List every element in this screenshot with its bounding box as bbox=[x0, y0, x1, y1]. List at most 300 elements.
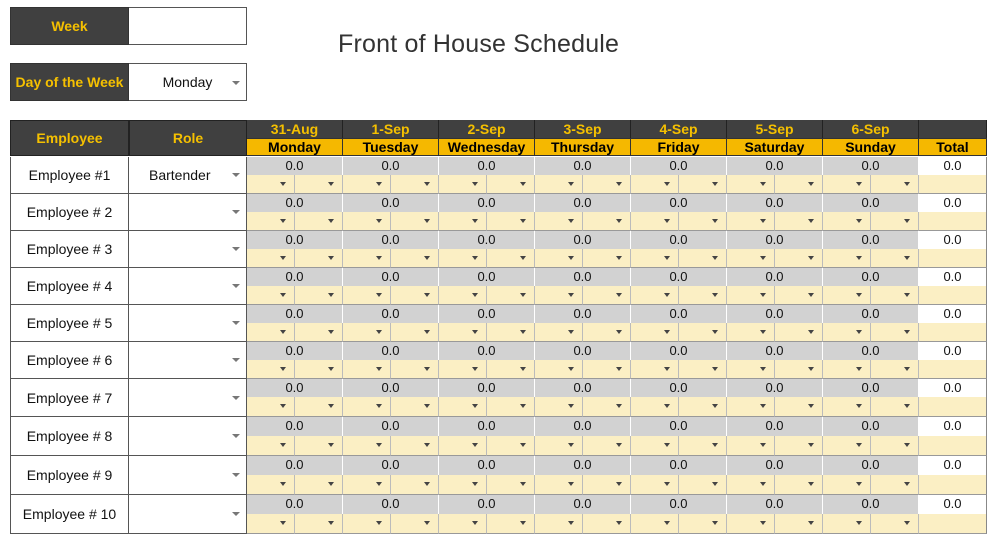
chevron-down-icon[interactable] bbox=[760, 367, 766, 371]
shift-start-select[interactable] bbox=[823, 360, 871, 379]
shift-end-select[interactable] bbox=[295, 286, 343, 305]
shift-end-select[interactable] bbox=[871, 397, 919, 417]
chevron-down-icon[interactable] bbox=[280, 367, 286, 371]
shift-end-select[interactable] bbox=[391, 360, 439, 379]
chevron-down-icon[interactable] bbox=[232, 396, 240, 400]
shift-start-select[interactable] bbox=[343, 249, 391, 268]
shift-start-select[interactable] bbox=[535, 175, 583, 194]
chevron-down-icon[interactable] bbox=[712, 521, 718, 525]
chevron-down-icon[interactable] bbox=[520, 182, 526, 186]
shift-end-select[interactable] bbox=[487, 323, 535, 342]
shift-end-select[interactable] bbox=[487, 475, 535, 495]
shift-start-select[interactable] bbox=[343, 175, 391, 194]
chevron-down-icon[interactable] bbox=[280, 219, 286, 223]
chevron-down-icon[interactable] bbox=[232, 512, 240, 516]
chevron-down-icon[interactable] bbox=[328, 219, 334, 223]
chevron-down-icon[interactable] bbox=[568, 521, 574, 525]
shift-end-select[interactable] bbox=[487, 397, 535, 417]
chevron-down-icon[interactable] bbox=[520, 219, 526, 223]
role-select[interactable] bbox=[129, 268, 247, 305]
shift-start-select[interactable] bbox=[727, 514, 775, 534]
chevron-down-icon[interactable] bbox=[808, 482, 814, 486]
role-select[interactable] bbox=[129, 194, 247, 231]
chevron-down-icon[interactable] bbox=[280, 182, 286, 186]
chevron-down-icon[interactable] bbox=[424, 293, 430, 297]
chevron-down-icon[interactable] bbox=[328, 293, 334, 297]
shift-start-select[interactable] bbox=[727, 436, 775, 456]
shift-start-select[interactable] bbox=[343, 475, 391, 495]
chevron-down-icon[interactable] bbox=[232, 173, 240, 177]
chevron-down-icon[interactable] bbox=[376, 182, 382, 186]
shift-end-select[interactable] bbox=[583, 397, 631, 417]
shift-end-select[interactable] bbox=[391, 249, 439, 268]
chevron-down-icon[interactable] bbox=[856, 330, 862, 334]
shift-start-select[interactable] bbox=[439, 397, 487, 417]
chevron-down-icon[interactable] bbox=[808, 293, 814, 297]
chevron-down-icon[interactable] bbox=[616, 482, 622, 486]
shift-start-select[interactable] bbox=[727, 212, 775, 231]
shift-end-select[interactable] bbox=[583, 323, 631, 342]
chevron-down-icon[interactable] bbox=[472, 330, 478, 334]
shift-end-select[interactable] bbox=[871, 360, 919, 379]
chevron-down-icon[interactable] bbox=[424, 182, 430, 186]
shift-end-select[interactable] bbox=[487, 175, 535, 194]
shift-start-select[interactable] bbox=[631, 249, 679, 268]
shift-end-select[interactable] bbox=[775, 436, 823, 456]
chevron-down-icon[interactable] bbox=[856, 521, 862, 525]
shift-start-select[interactable] bbox=[535, 323, 583, 342]
shift-end-select[interactable] bbox=[583, 360, 631, 379]
chevron-down-icon[interactable] bbox=[616, 404, 622, 408]
chevron-down-icon[interactable] bbox=[568, 330, 574, 334]
shift-start-select[interactable] bbox=[727, 323, 775, 342]
chevron-down-icon[interactable] bbox=[328, 367, 334, 371]
chevron-down-icon[interactable] bbox=[472, 521, 478, 525]
shift-start-select[interactable] bbox=[439, 175, 487, 194]
chevron-down-icon[interactable] bbox=[760, 293, 766, 297]
shift-end-select[interactable] bbox=[583, 514, 631, 534]
shift-start-select[interactable] bbox=[247, 397, 295, 417]
chevron-down-icon[interactable] bbox=[328, 482, 334, 486]
shift-end-select[interactable] bbox=[487, 514, 535, 534]
shift-end-select[interactable] bbox=[295, 323, 343, 342]
chevron-down-icon[interactable] bbox=[616, 521, 622, 525]
chevron-down-icon[interactable] bbox=[808, 521, 814, 525]
shift-start-select[interactable] bbox=[343, 514, 391, 534]
shift-end-select[interactable] bbox=[391, 436, 439, 456]
shift-start-select[interactable] bbox=[631, 175, 679, 194]
chevron-down-icon[interactable] bbox=[808, 443, 814, 447]
shift-end-select[interactable] bbox=[679, 286, 727, 305]
shift-start-select[interactable] bbox=[727, 249, 775, 268]
shift-start-select[interactable] bbox=[823, 286, 871, 305]
shift-end-select[interactable] bbox=[871, 514, 919, 534]
chevron-down-icon[interactable] bbox=[712, 256, 718, 260]
shift-start-select[interactable] bbox=[823, 475, 871, 495]
chevron-down-icon[interactable] bbox=[472, 256, 478, 260]
shift-end-select[interactable] bbox=[295, 514, 343, 534]
chevron-down-icon[interactable] bbox=[232, 247, 240, 251]
chevron-down-icon[interactable] bbox=[232, 81, 240, 85]
shift-end-select[interactable] bbox=[871, 175, 919, 194]
chevron-down-icon[interactable] bbox=[904, 293, 910, 297]
shift-end-select[interactable] bbox=[487, 212, 535, 231]
shift-start-select[interactable] bbox=[823, 249, 871, 268]
chevron-down-icon[interactable] bbox=[280, 330, 286, 334]
chevron-down-icon[interactable] bbox=[520, 404, 526, 408]
shift-start-select[interactable] bbox=[439, 360, 487, 379]
chevron-down-icon[interactable] bbox=[856, 219, 862, 223]
shift-end-select[interactable] bbox=[775, 514, 823, 534]
chevron-down-icon[interactable] bbox=[616, 182, 622, 186]
chevron-down-icon[interactable] bbox=[520, 482, 526, 486]
chevron-down-icon[interactable] bbox=[472, 293, 478, 297]
shift-start-select[interactable] bbox=[439, 436, 487, 456]
chevron-down-icon[interactable] bbox=[712, 482, 718, 486]
shift-start-select[interactable] bbox=[343, 360, 391, 379]
shift-start-select[interactable] bbox=[727, 397, 775, 417]
shift-start-select[interactable] bbox=[727, 286, 775, 305]
chevron-down-icon[interactable] bbox=[232, 284, 240, 288]
shift-start-select[interactable] bbox=[823, 436, 871, 456]
shift-end-select[interactable] bbox=[391, 397, 439, 417]
shift-start-select[interactable] bbox=[535, 286, 583, 305]
shift-start-select[interactable] bbox=[247, 175, 295, 194]
shift-end-select[interactable] bbox=[391, 514, 439, 534]
shift-end-select[interactable] bbox=[391, 175, 439, 194]
chevron-down-icon[interactable] bbox=[568, 443, 574, 447]
shift-start-select[interactable] bbox=[343, 212, 391, 231]
shift-end-select[interactable] bbox=[871, 323, 919, 342]
chevron-down-icon[interactable] bbox=[472, 367, 478, 371]
chevron-down-icon[interactable] bbox=[376, 330, 382, 334]
shift-end-select[interactable] bbox=[679, 175, 727, 194]
chevron-down-icon[interactable] bbox=[904, 367, 910, 371]
shift-start-select[interactable] bbox=[343, 323, 391, 342]
shift-start-select[interactable] bbox=[439, 323, 487, 342]
shift-start-select[interactable] bbox=[247, 360, 295, 379]
shift-end-select[interactable] bbox=[871, 436, 919, 456]
shift-end-select[interactable] bbox=[487, 286, 535, 305]
chevron-down-icon[interactable] bbox=[808, 256, 814, 260]
shift-start-select[interactable] bbox=[823, 397, 871, 417]
shift-end-select[interactable] bbox=[679, 360, 727, 379]
chevron-down-icon[interactable] bbox=[472, 482, 478, 486]
shift-end-select[interactable] bbox=[295, 212, 343, 231]
chevron-down-icon[interactable] bbox=[328, 330, 334, 334]
shift-start-select[interactable] bbox=[247, 286, 295, 305]
shift-start-select[interactable] bbox=[247, 475, 295, 495]
chevron-down-icon[interactable] bbox=[616, 443, 622, 447]
shift-end-select[interactable] bbox=[679, 475, 727, 495]
role-select[interactable] bbox=[129, 305, 247, 342]
chevron-down-icon[interactable] bbox=[712, 404, 718, 408]
role-select[interactable] bbox=[129, 379, 247, 417]
chevron-down-icon[interactable] bbox=[904, 219, 910, 223]
chevron-down-icon[interactable] bbox=[712, 182, 718, 186]
chevron-down-icon[interactable] bbox=[760, 521, 766, 525]
chevron-down-icon[interactable] bbox=[232, 434, 240, 438]
chevron-down-icon[interactable] bbox=[760, 219, 766, 223]
shift-end-select[interactable] bbox=[775, 397, 823, 417]
shift-start-select[interactable] bbox=[631, 475, 679, 495]
chevron-down-icon[interactable] bbox=[280, 256, 286, 260]
shift-end-select[interactable] bbox=[775, 323, 823, 342]
chevron-down-icon[interactable] bbox=[760, 404, 766, 408]
chevron-down-icon[interactable] bbox=[616, 330, 622, 334]
chevron-down-icon[interactable] bbox=[808, 330, 814, 334]
chevron-down-icon[interactable] bbox=[376, 521, 382, 525]
shift-end-select[interactable] bbox=[583, 286, 631, 305]
chevron-down-icon[interactable] bbox=[232, 473, 240, 477]
shift-start-select[interactable] bbox=[631, 323, 679, 342]
chevron-down-icon[interactable] bbox=[424, 367, 430, 371]
shift-end-select[interactable] bbox=[775, 360, 823, 379]
chevron-down-icon[interactable] bbox=[808, 182, 814, 186]
shift-end-select[interactable] bbox=[871, 249, 919, 268]
chevron-down-icon[interactable] bbox=[376, 482, 382, 486]
shift-end-select[interactable] bbox=[295, 397, 343, 417]
shift-end-select[interactable] bbox=[679, 323, 727, 342]
chevron-down-icon[interactable] bbox=[856, 293, 862, 297]
shift-start-select[interactable] bbox=[439, 212, 487, 231]
shift-start-select[interactable] bbox=[535, 360, 583, 379]
shift-end-select[interactable] bbox=[487, 436, 535, 456]
chevron-down-icon[interactable] bbox=[568, 256, 574, 260]
chevron-down-icon[interactable] bbox=[232, 358, 240, 362]
chevron-down-icon[interactable] bbox=[424, 521, 430, 525]
chevron-down-icon[interactable] bbox=[280, 482, 286, 486]
shift-end-select[interactable] bbox=[391, 286, 439, 305]
shift-start-select[interactable] bbox=[631, 397, 679, 417]
shift-start-select[interactable] bbox=[247, 436, 295, 456]
shift-start-select[interactable] bbox=[247, 514, 295, 534]
chevron-down-icon[interactable] bbox=[616, 219, 622, 223]
shift-end-select[interactable] bbox=[295, 175, 343, 194]
shift-start-select[interactable] bbox=[823, 175, 871, 194]
shift-end-select[interactable] bbox=[775, 286, 823, 305]
chevron-down-icon[interactable] bbox=[472, 404, 478, 408]
shift-start-select[interactable] bbox=[727, 175, 775, 194]
chevron-down-icon[interactable] bbox=[616, 256, 622, 260]
chevron-down-icon[interactable] bbox=[664, 219, 670, 223]
shift-end-select[interactable] bbox=[679, 397, 727, 417]
chevron-down-icon[interactable] bbox=[280, 521, 286, 525]
chevron-down-icon[interactable] bbox=[568, 219, 574, 223]
shift-start-select[interactable] bbox=[535, 514, 583, 534]
chevron-down-icon[interactable] bbox=[808, 367, 814, 371]
chevron-down-icon[interactable] bbox=[280, 293, 286, 297]
chevron-down-icon[interactable] bbox=[328, 256, 334, 260]
chevron-down-icon[interactable] bbox=[568, 367, 574, 371]
chevron-down-icon[interactable] bbox=[520, 521, 526, 525]
chevron-down-icon[interactable] bbox=[664, 293, 670, 297]
chevron-down-icon[interactable] bbox=[280, 404, 286, 408]
shift-end-select[interactable] bbox=[391, 212, 439, 231]
shift-start-select[interactable] bbox=[631, 436, 679, 456]
chevron-down-icon[interactable] bbox=[856, 367, 862, 371]
chevron-down-icon[interactable] bbox=[328, 404, 334, 408]
chevron-down-icon[interactable] bbox=[712, 367, 718, 371]
chevron-down-icon[interactable] bbox=[328, 521, 334, 525]
shift-end-select[interactable] bbox=[775, 249, 823, 268]
chevron-down-icon[interactable] bbox=[568, 293, 574, 297]
shift-end-select[interactable] bbox=[871, 475, 919, 495]
chevron-down-icon[interactable] bbox=[856, 443, 862, 447]
chevron-down-icon[interactable] bbox=[808, 219, 814, 223]
chevron-down-icon[interactable] bbox=[664, 443, 670, 447]
chevron-down-icon[interactable] bbox=[712, 443, 718, 447]
shift-start-select[interactable] bbox=[727, 475, 775, 495]
shift-end-select[interactable] bbox=[295, 360, 343, 379]
shift-end-select[interactable] bbox=[391, 323, 439, 342]
chevron-down-icon[interactable] bbox=[712, 219, 718, 223]
chevron-down-icon[interactable] bbox=[472, 443, 478, 447]
shift-start-select[interactable] bbox=[247, 249, 295, 268]
chevron-down-icon[interactable] bbox=[376, 256, 382, 260]
shift-start-select[interactable] bbox=[535, 475, 583, 495]
shift-end-select[interactable] bbox=[295, 249, 343, 268]
shift-end-select[interactable] bbox=[679, 249, 727, 268]
shift-end-select[interactable] bbox=[679, 212, 727, 231]
shift-start-select[interactable] bbox=[535, 436, 583, 456]
shift-start-select[interactable] bbox=[343, 397, 391, 417]
shift-start-select[interactable] bbox=[439, 249, 487, 268]
chevron-down-icon[interactable] bbox=[808, 404, 814, 408]
shift-end-select[interactable] bbox=[871, 286, 919, 305]
chevron-down-icon[interactable] bbox=[904, 330, 910, 334]
shift-end-select[interactable] bbox=[583, 249, 631, 268]
chevron-down-icon[interactable] bbox=[904, 182, 910, 186]
chevron-down-icon[interactable] bbox=[424, 256, 430, 260]
chevron-down-icon[interactable] bbox=[856, 256, 862, 260]
chevron-down-icon[interactable] bbox=[856, 182, 862, 186]
chevron-down-icon[interactable] bbox=[424, 219, 430, 223]
chevron-down-icon[interactable] bbox=[760, 330, 766, 334]
chevron-down-icon[interactable] bbox=[520, 330, 526, 334]
chevron-down-icon[interactable] bbox=[568, 404, 574, 408]
shift-end-select[interactable] bbox=[391, 475, 439, 495]
shift-start-select[interactable] bbox=[727, 360, 775, 379]
chevron-down-icon[interactable] bbox=[616, 293, 622, 297]
shift-end-select[interactable] bbox=[487, 249, 535, 268]
shift-start-select[interactable] bbox=[439, 514, 487, 534]
chevron-down-icon[interactable] bbox=[424, 404, 430, 408]
shift-end-select[interactable] bbox=[583, 175, 631, 194]
shift-start-select[interactable] bbox=[823, 323, 871, 342]
shift-start-select[interactable] bbox=[439, 286, 487, 305]
chevron-down-icon[interactable] bbox=[520, 443, 526, 447]
shift-start-select[interactable] bbox=[247, 212, 295, 231]
role-select[interactable] bbox=[129, 342, 247, 379]
role-select[interactable] bbox=[129, 231, 247, 268]
shift-end-select[interactable] bbox=[679, 436, 727, 456]
shift-start-select[interactable] bbox=[631, 212, 679, 231]
chevron-down-icon[interactable] bbox=[376, 404, 382, 408]
shift-end-select[interactable] bbox=[775, 212, 823, 231]
chevron-down-icon[interactable] bbox=[616, 367, 622, 371]
chevron-down-icon[interactable] bbox=[664, 521, 670, 525]
chevron-down-icon[interactable] bbox=[520, 256, 526, 260]
shift-end-select[interactable] bbox=[775, 475, 823, 495]
chevron-down-icon[interactable] bbox=[904, 443, 910, 447]
role-select[interactable]: Bartender bbox=[129, 157, 247, 194]
chevron-down-icon[interactable] bbox=[760, 256, 766, 260]
chevron-down-icon[interactable] bbox=[904, 404, 910, 408]
shift-start-select[interactable] bbox=[631, 514, 679, 534]
shift-end-select[interactable] bbox=[583, 212, 631, 231]
chevron-down-icon[interactable] bbox=[664, 182, 670, 186]
chevron-down-icon[interactable] bbox=[376, 293, 382, 297]
shift-start-select[interactable] bbox=[343, 286, 391, 305]
chevron-down-icon[interactable] bbox=[424, 443, 430, 447]
role-select[interactable] bbox=[129, 417, 247, 456]
shift-end-select[interactable] bbox=[775, 175, 823, 194]
chevron-down-icon[interactable] bbox=[664, 404, 670, 408]
chevron-down-icon[interactable] bbox=[712, 330, 718, 334]
chevron-down-icon[interactable] bbox=[856, 404, 862, 408]
chevron-down-icon[interactable] bbox=[472, 219, 478, 223]
chevron-down-icon[interactable] bbox=[328, 443, 334, 447]
chevron-down-icon[interactable] bbox=[520, 293, 526, 297]
chevron-down-icon[interactable] bbox=[856, 482, 862, 486]
role-select[interactable] bbox=[129, 495, 247, 534]
chevron-down-icon[interactable] bbox=[232, 321, 240, 325]
chevron-down-icon[interactable] bbox=[904, 521, 910, 525]
chevron-down-icon[interactable] bbox=[424, 482, 430, 486]
chevron-down-icon[interactable] bbox=[664, 256, 670, 260]
chevron-down-icon[interactable] bbox=[232, 210, 240, 214]
chevron-down-icon[interactable] bbox=[328, 182, 334, 186]
shift-end-select[interactable] bbox=[871, 212, 919, 231]
week-input[interactable] bbox=[129, 7, 247, 45]
role-select[interactable] bbox=[129, 456, 247, 495]
shift-start-select[interactable] bbox=[631, 286, 679, 305]
chevron-down-icon[interactable] bbox=[904, 256, 910, 260]
chevron-down-icon[interactable] bbox=[280, 443, 286, 447]
shift-start-select[interactable] bbox=[631, 360, 679, 379]
day-of-week-select[interactable] bbox=[129, 63, 247, 101]
chevron-down-icon[interactable] bbox=[760, 482, 766, 486]
chevron-down-icon[interactable] bbox=[472, 182, 478, 186]
shift-end-select[interactable] bbox=[583, 475, 631, 495]
chevron-down-icon[interactable] bbox=[376, 367, 382, 371]
chevron-down-icon[interactable] bbox=[712, 293, 718, 297]
shift-end-select[interactable] bbox=[295, 475, 343, 495]
chevron-down-icon[interactable] bbox=[760, 182, 766, 186]
shift-start-select[interactable] bbox=[535, 249, 583, 268]
chevron-down-icon[interactable] bbox=[376, 443, 382, 447]
shift-end-select[interactable] bbox=[487, 360, 535, 379]
chevron-down-icon[interactable] bbox=[664, 330, 670, 334]
shift-start-select[interactable] bbox=[823, 212, 871, 231]
shift-end-select[interactable] bbox=[679, 514, 727, 534]
chevron-down-icon[interactable] bbox=[520, 367, 526, 371]
chevron-down-icon[interactable] bbox=[664, 367, 670, 371]
chevron-down-icon[interactable] bbox=[376, 219, 382, 223]
shift-end-select[interactable] bbox=[583, 436, 631, 456]
shift-start-select[interactable] bbox=[823, 514, 871, 534]
chevron-down-icon[interactable] bbox=[760, 443, 766, 447]
shift-start-select[interactable] bbox=[343, 436, 391, 456]
chevron-down-icon[interactable] bbox=[904, 482, 910, 486]
shift-start-select[interactable] bbox=[535, 397, 583, 417]
shift-start-select[interactable] bbox=[247, 323, 295, 342]
shift-start-select[interactable] bbox=[535, 212, 583, 231]
shift-start-select[interactable] bbox=[439, 475, 487, 495]
chevron-down-icon[interactable] bbox=[568, 482, 574, 486]
chevron-down-icon[interactable] bbox=[568, 182, 574, 186]
